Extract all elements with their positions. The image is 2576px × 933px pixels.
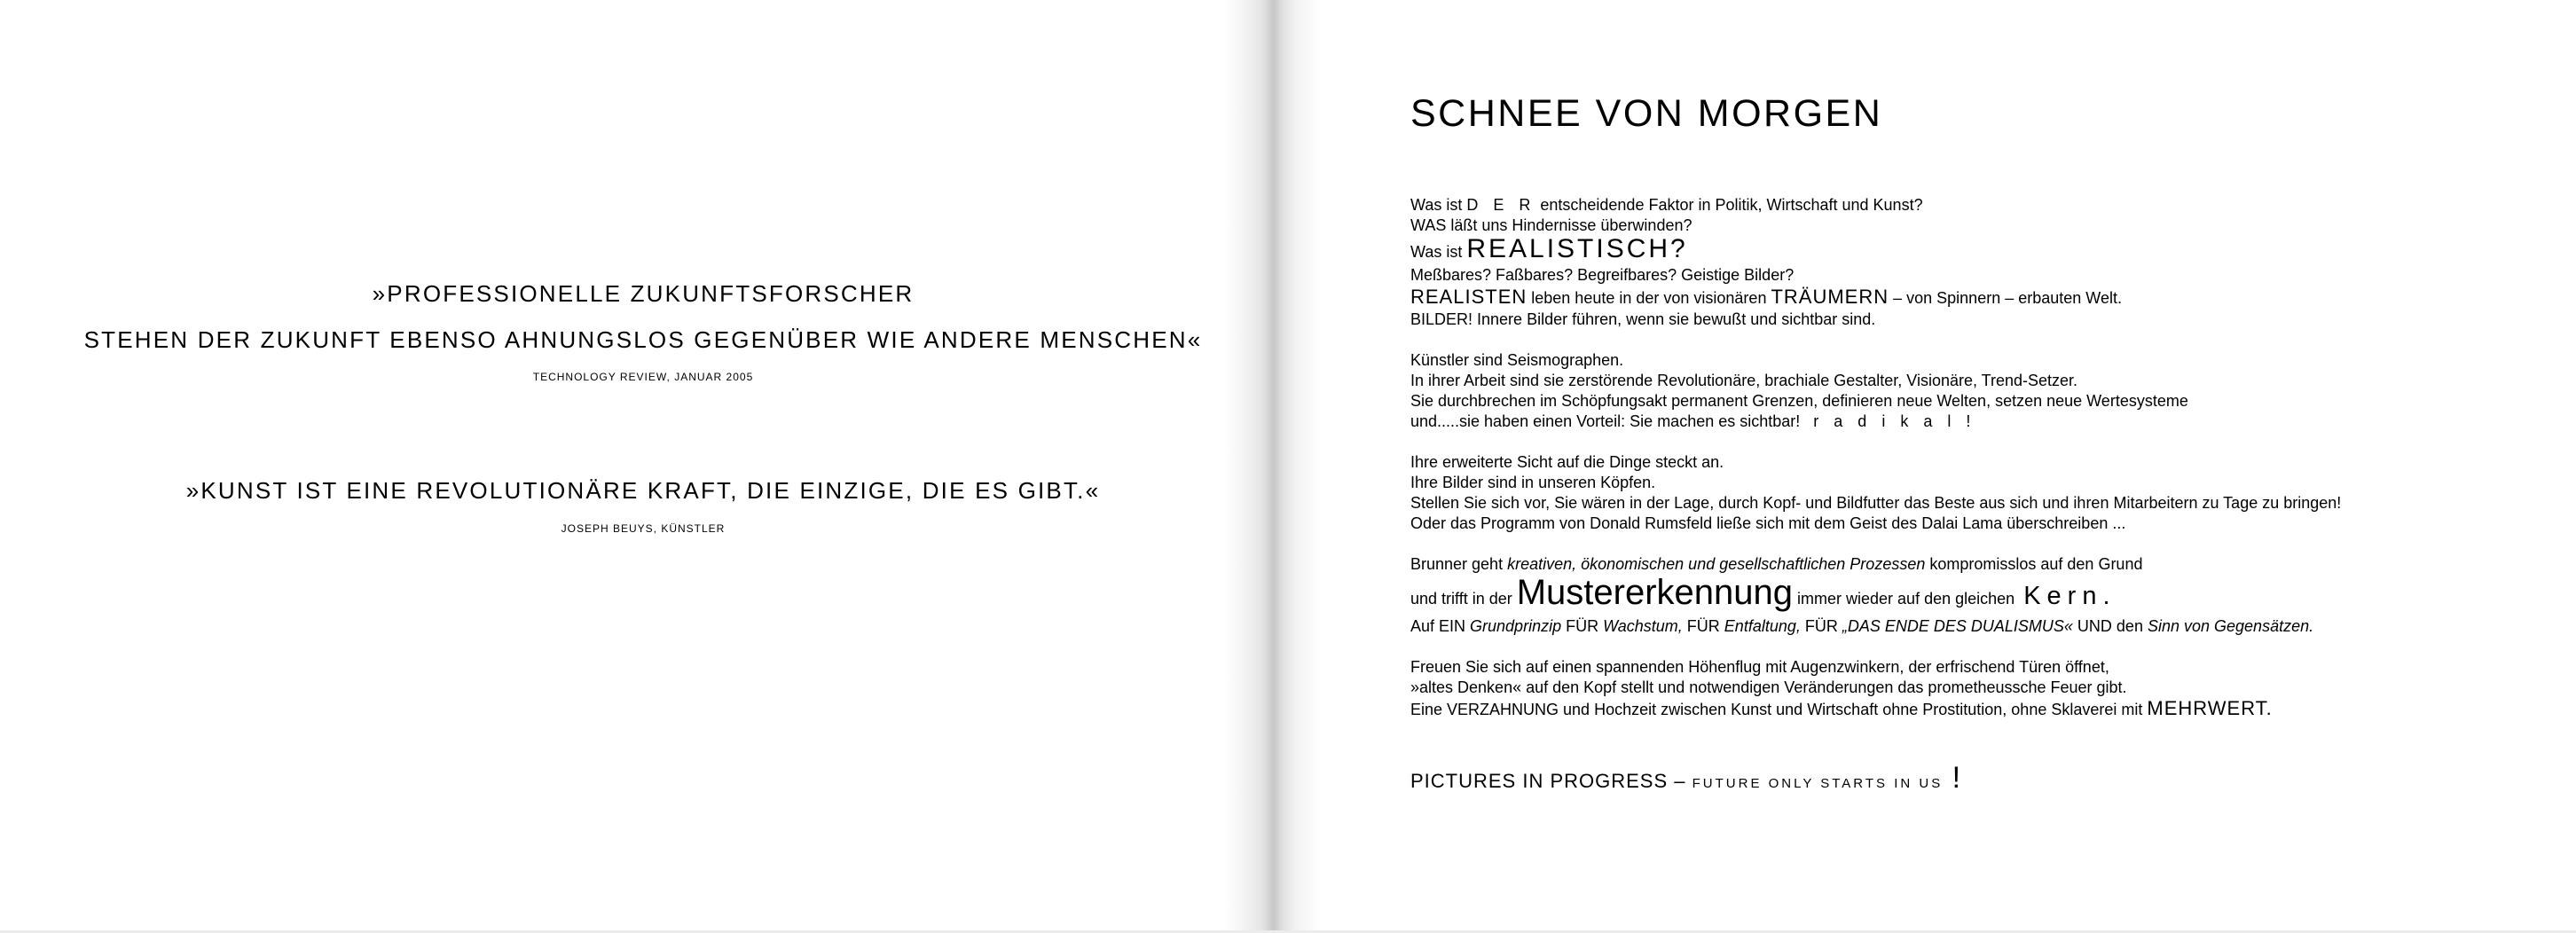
p1-line2: WAS läßt uns Hindernisse überwinden? — [1410, 216, 1692, 234]
p2-line1: Künstler sind Seismographen. — [1410, 351, 1624, 369]
p3-line3: Stellen Sie sich vor, Sie wären in der Lage, durch Kopf- und Bildfutter das Beste aus sich und ihren Mitarbeitern zu Tage zu bringen! — [1410, 494, 2342, 512]
quote2-source: JOSEPH BEUYS, KÜNSTLER — [561, 522, 726, 535]
p3-line1: Ihre erweiterte Sicht auf die Dinge steckt an. — [1410, 453, 1724, 471]
p3-line4: Oder das Programm von Donald Rumsfeld ließe sich mit dem Geist des Dalai Lama überschreiben ... — [1410, 514, 2126, 532]
p1-line4: Meßbares? Faßbares? Begreifbares? Geistige Bilder? — [1410, 266, 1795, 284]
page-title: SCHNEE VON MORGEN — [1410, 92, 1883, 135]
body-text — [1410, 195, 2555, 720]
p5-line3: Eine VERZAHNUNG und Hochzeit zwischen Kunst und Wirtschaft ohne Prostitution, ohne Sklaverei mit MEHRWERT. — [1410, 697, 2273, 719]
p4-line2: und trifft in der Mustererkennung immer wieder auf den gleichen Kern. — [1410, 573, 2117, 612]
slogan: PICTURES IN PROGRESS – FUTURE ONLY STARTS IN US ! — [1410, 761, 1962, 795]
p3-line2: Ihre Bilder sind in unseren Köpfen. — [1410, 474, 1656, 491]
quote1-line2: STEHEN DER ZUKUNFT EBENSO AHNUNGSLOS GEGENÜBER WIE ANDERE MENSCHEN« — [83, 326, 1203, 353]
quote2-line1: »KUNST IST EINE REVOLUTIONÄRE KRAFT, DIE EINZIGE, DIE ES GIBT.« — [185, 477, 1101, 504]
quote1-source: TECHNOLOGY REVIEW, JANUAR 2005 — [532, 371, 754, 383]
p2-line3: Sie durchbrechen im Schöpfungsakt permanent Grenzen, definieren neue Welten, setzen neue Wertesysteme — [1410, 392, 2188, 410]
p2-line4: und.....sie haben einen Vorteil: Sie machen es sichtbar! r a d i k a l ! — [1410, 412, 1976, 430]
p4-line1: Brunner geht kreativen, ökonomischen und gesellschaftlichen Prozessen kompromisslos auf den Grund — [1410, 555, 2143, 573]
p2-line2: In ihrer Arbeit sind sie zerstörende Revolutionäre, brachiale Gestalter, Visionäre, Trend-Setzer. — [1410, 372, 2078, 389]
left-page — [0, 0, 1260, 933]
p1-line1: Was ist D E R entscheidende Faktor in Politik, Wirtschaft und Kunst? — [1410, 196, 1923, 214]
p4-line3: Auf EIN Grundprinzip FÜR Wachstum, FÜR Entfaltung, FÜR „DAS ENDE DES DUALISMUS« UND den Sinn von Gegensätzen. — [1410, 617, 2314, 635]
p5-line1: Freuen Sie sich auf einen spannenden Höhenflug mit Augenzwinkern, der erfrischend Türen öffnet, — [1410, 658, 2109, 676]
p5-line2: »altes Denken« auf den Kopf stellt und notwendigen Veränderungen das prometheussche Feuer gibt. — [1410, 678, 2127, 696]
book-gutter-shadow — [1224, 0, 1322, 933]
quote1-line1: »PROFESSIONELLE ZUKUNFTSFORSCHER — [372, 280, 915, 307]
p1-line3: Was ist REALISTISCH? — [1410, 234, 1688, 263]
p1-line5: REALISTEN leben heute in der von visionären TRÄUMERN – von Spinnern – erbauten Welt. — [1410, 286, 2122, 308]
p1-line6: BILDER! Innere Bilder führen, wenn sie bewußt und sichtbar sind. — [1410, 310, 1876, 328]
